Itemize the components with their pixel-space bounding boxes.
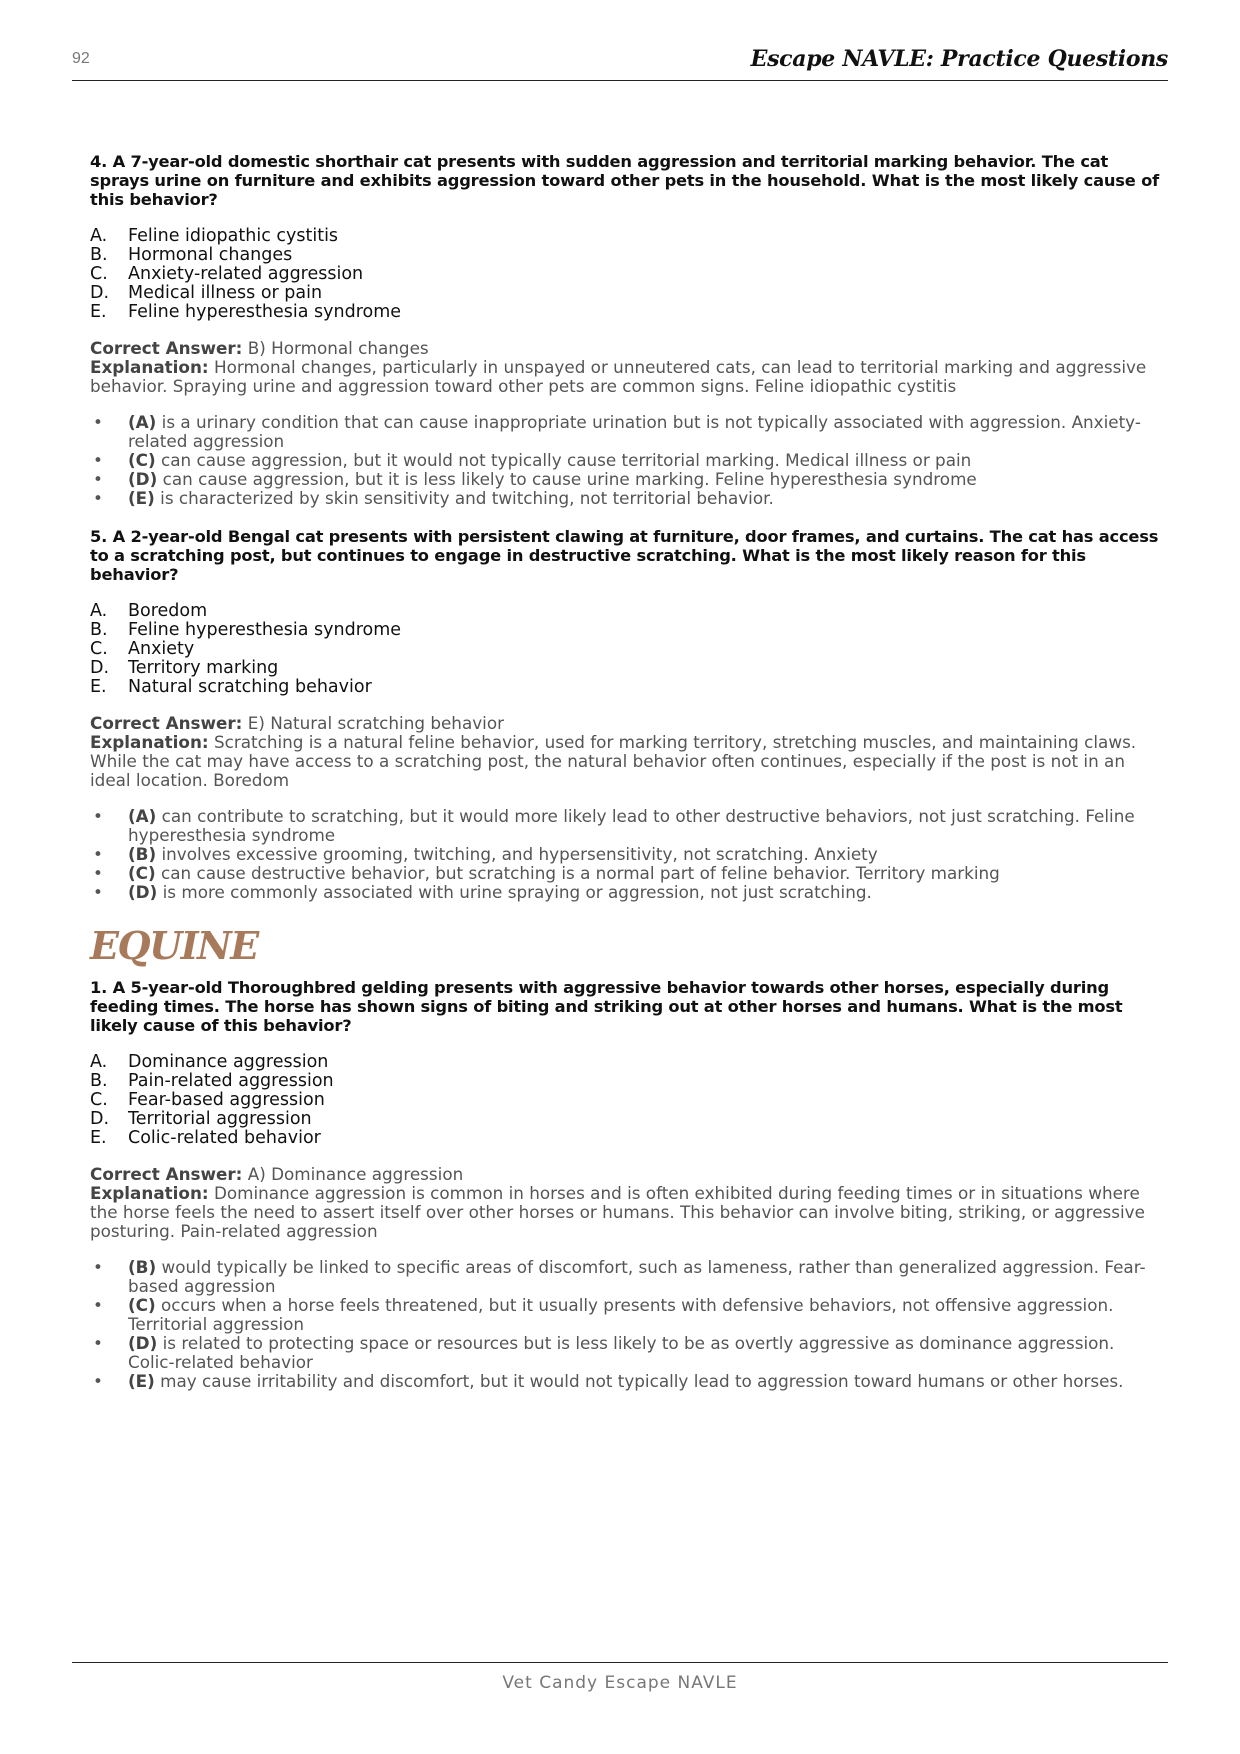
distractor-text: can cause aggression, but it would not typically cause territorial marking. Medical illness or pain [161,450,972,470]
option-text: Hormonal changes [128,245,293,265]
option-letter: A. [90,226,108,246]
distractor-list [90,807,1160,902]
answer-explanation [90,714,1160,790]
option-letter: D. [90,658,110,678]
option-item [90,1091,1160,1110]
distractor-letter: (A) [128,412,157,432]
distractor-letter: (E) [128,488,155,508]
option-text: Territorial aggression [128,1109,312,1129]
distractor-text: is more commonly associated with urine spraying or aggression, not just scratching. [162,882,872,902]
distractor-letter: (C) [128,863,156,883]
option-item [90,227,1160,246]
correct-answer-line [90,714,1160,733]
explanation-label: Explanation: [90,732,209,752]
option-text: Natural scratching behavior [128,677,372,697]
explanation-text: Hormonal changes, particularly in unspayed or unneutered cats, can lead to territorial marking and aggressive behavior. Spraying urine and aggression toward other pets are common signs. Feline idiopathic cystitis [90,357,1147,396]
explanation-label: Explanation: [90,1183,209,1203]
distractor-letter: (C) [128,1295,156,1315]
option-text: Fear-based aggression [128,1090,325,1110]
option-letter: E. [90,302,107,322]
answer-explanation [90,339,1160,396]
answer-options [90,227,1160,322]
option-text: Boredom [128,601,208,621]
distractor-text: can cause destructive behavior, but scratching is a normal part of feline behavior. Territory marking [161,863,1000,883]
option-letter: E. [90,677,107,697]
distractor-letter: (C) [128,450,156,470]
distractor-letter: (A) [128,806,157,826]
answer-options [90,602,1160,697]
option-letter: B. [90,245,108,265]
option-item [90,265,1160,284]
footer-text: Vet Candy Escape NAVLE [502,1673,738,1693]
distractor-letter: (D) [128,882,158,902]
section-heading: EQUINE [90,923,258,968]
distractor-text: involves excessive grooming, twitching, and hypersensitivity, not scratching. Anxiety [161,844,878,864]
distractor-letter: (D) [128,469,158,489]
question-block-5 [90,527,1160,902]
explanation-line [90,733,1160,790]
option-text: Territory marking [128,658,279,678]
correct-answer-value: E) Natural scratching behavior [247,713,504,733]
option-item [90,1110,1160,1129]
distractor-item [90,1296,1160,1334]
distractor-text: can contribute to scratching, but it would more likely lead to other destructive behaviors, not just scratching. Feline hyperesthesia syndrome [128,806,1135,845]
option-letter: C. [90,1090,108,1110]
correct-answer-value: B) Hormonal changes [247,338,429,358]
option-item [90,1072,1160,1091]
distractor-text: is characterized by skin sensitivity and twitching, not territorial behavior. [160,488,774,508]
option-item [90,678,1160,697]
option-text: Colic-related behavior [128,1128,321,1148]
option-letter: E. [90,1128,107,1148]
option-text: Anxiety-related aggression [128,264,364,284]
answer-explanation [90,1165,1160,1241]
page-header [72,44,1168,81]
distractor-item [90,1258,1160,1296]
option-item [90,1053,1160,1072]
option-letter: D. [90,283,110,303]
explanation-line [90,1184,1160,1241]
correct-answer-label: Correct Answer: [90,713,243,733]
answer-options [90,1053,1160,1148]
distractor-item [90,489,1160,508]
option-text: Pain-related aggression [128,1071,334,1091]
correct-answer-value: A) Dominance aggression [247,1164,464,1184]
distractor-list [90,1258,1160,1391]
correct-answer-label: Correct Answer: [90,1164,243,1184]
option-item [90,602,1160,621]
distractor-list [90,413,1160,508]
question-block-4 [90,152,1160,508]
explanation-label: Explanation: [90,357,209,377]
correct-answer-line [90,339,1160,358]
option-item [90,303,1160,322]
correct-answer-line [90,1165,1160,1184]
distractor-letter: (E) [128,1371,155,1391]
distractor-item [90,864,1160,883]
option-letter: A. [90,601,108,621]
option-item [90,1129,1160,1148]
distractor-letter: (B) [128,844,157,864]
option-letter: B. [90,1071,108,1091]
page-content [90,152,1160,1391]
distractor-item [90,413,1160,451]
distractor-text: occurs when a horse feels threatened, but it usually presents with defensive behaviors, not offensive aggression. Territorial aggression [128,1295,1114,1334]
distractor-text: can cause aggression, but it is less likely to cause urine marking. Feline hyperesthesia syndrome [162,469,977,489]
question-block-equine-1 [90,978,1160,1391]
option-text: Medical illness or pain [128,283,323,303]
option-letter: C. [90,639,108,659]
distractor-text: may cause irritability and discomfort, but it would not typically lead to aggression toward humans or other horses. [160,1371,1124,1391]
option-text: Dominance aggression [128,1052,329,1072]
option-item [90,246,1160,265]
option-item [90,659,1160,678]
explanation-line [90,358,1160,396]
explanation-text: Dominance aggression is common in horses and is often exhibited during feeding times or in situations where the horse feels the need to assert itself over other horses or humans. This behavior can involve biting, striking, or aggressive posturing. Pain-related aggression [90,1183,1145,1241]
option-item [90,621,1160,640]
distractor-item [90,807,1160,845]
distractor-item [90,883,1160,902]
question-text: 5. A 2-year-old Bengal cat presents with persistent clawing at furniture, door frames, and curtains. The cat has access to a scratching post, but continues to engage in destructive scratching. What is the most likely reason for this behavior? [90,527,1159,584]
distractor-letter: (D) [128,1333,158,1353]
explanation-text: Scratching is a natural feline behavior, used for marking territory, stretching muscles, and maintaining claws. While the cat may have access to a scratching post, the natural behavior often continues, especially if the post is not in an ideal location. Boredom [90,732,1137,790]
distractor-item [90,1372,1160,1391]
distractor-item [90,845,1160,864]
option-item [90,284,1160,303]
question-text: 4. A 7-year-old domestic shorthair cat presents with sudden aggression and territorial marking behavior. The cat sprays urine on furniture and exhibits aggression toward other pets in the household. What is the most likely cause of this behavior? [90,152,1159,209]
option-item [90,640,1160,659]
distractor-text: is a urinary condition that can cause inappropriate urination but is not typically associated with aggression. Anxiety-related aggression [128,412,1141,451]
distractor-letter: (B) [128,1257,157,1277]
distractor-text: would typically be linked to specific areas of discomfort, such as lameness, rather than generalized aggression. Fear-based aggression [128,1257,1146,1296]
correct-answer-label: Correct Answer: [90,338,243,358]
option-text: Feline hyperesthesia syndrome [128,620,402,640]
option-letter: A. [90,1052,108,1072]
option-text: Feline hyperesthesia syndrome [128,302,402,322]
question-text: 1. A 5-year-old Thoroughbred gelding presents with aggressive behavior towards other horses, especially during feeding times. The horse has shown signs of biting and striking out at other horses and humans. What is the most likely cause of this behavior? [90,978,1123,1035]
option-text: Anxiety [128,639,195,659]
distractor-item [90,451,1160,470]
distractor-item [90,470,1160,489]
option-letter: B. [90,620,108,640]
option-text: Feline idiopathic cystitis [128,226,339,246]
page-footer [72,1662,1168,1693]
running-title: Escape NAVLE: Practice Questions [750,46,1168,72]
page-number: 92 [72,50,90,67]
option-letter: C. [90,264,108,284]
distractor-text: is related to protecting space or resources but is less likely to be as overtly aggressive as dominance aggression. Colic-related behavior [128,1333,1115,1372]
distractor-item [90,1334,1160,1372]
option-letter: D. [90,1109,110,1129]
